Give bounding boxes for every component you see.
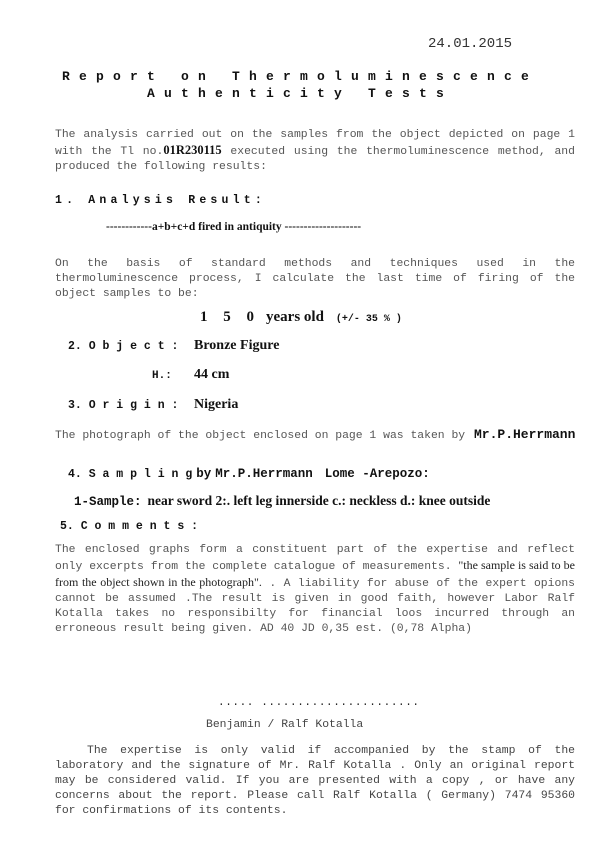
report-date: 24.01.2015 bbox=[428, 36, 513, 52]
samples-label: 1-Sample: bbox=[74, 495, 142, 509]
samples-list: near sword 2:. left leg innerside c.: neckless d.: knee outside bbox=[147, 493, 491, 508]
age-tolerance: (+/- 35 % ) bbox=[335, 314, 402, 325]
analysis-result-line: ------------a+b+c+d fired in antiquity -------------------- bbox=[106, 221, 362, 233]
comments-paragraph bbox=[55, 543, 575, 637]
intro-text-before: The analysis carried out on the samples from the object depicted on page 1 with the Tl no. bbox=[55, 129, 575, 158]
origin-value: Nigeria bbox=[194, 397, 239, 412]
analysis-heading: 1. Analysis Result: bbox=[55, 194, 266, 207]
comments-text-2: . A liability for abuse of the expert opions cannot be assumed .The result is given in good faith, however Labor Ralf Kotalla takes no responsibilty for financial loos incurred through an erroneous result being given. AD 40 JD 0,35 est. (0,78 Alpha) bbox=[55, 578, 575, 635]
height-label: H.: bbox=[152, 370, 172, 382]
intro-paragraph bbox=[55, 128, 575, 175]
object-label: 2. O b j e c t : bbox=[68, 340, 179, 353]
intro-text-after: executed using the thermoluminescence method, and produced the following results: bbox=[55, 146, 575, 173]
tl-number: 01R230115 bbox=[163, 143, 222, 157]
sampling-line bbox=[68, 464, 430, 482]
photo-text: The photograph of the object enclosed on page 1 was taken by bbox=[55, 430, 466, 442]
footer-paragraph: The expertise is only valid if accompanied by the stamp of the laboratory and the signature of Mr. Ralf Kotalla . Only an original report may be considered valid. If you are presented with a copy , or have any concerns about the report. Please call Ralf Kotalla ( Germany) 7474 95360 for confirmations of its contents. bbox=[55, 745, 575, 817]
photographer-name: Mr.P.Herrmann bbox=[473, 427, 576, 442]
signature-name: Benjamin / Ralf Kotalla bbox=[206, 719, 364, 731]
sampling-by: by bbox=[196, 467, 212, 481]
signature-line: ..... ...................... bbox=[218, 697, 420, 709]
sampling-label: 4. S a m p l i n g bbox=[68, 468, 193, 481]
report-title-line-2: Authenticity Tests bbox=[146, 86, 454, 101]
comments-text-1: The enclosed graphs form a constituent part of the expertise and reflect only excerpts from the complete catalogue of measurements. bbox=[55, 544, 575, 573]
sampling-location: Lome -Arepozo: bbox=[324, 467, 430, 481]
samples-line bbox=[74, 492, 490, 510]
photo-statement bbox=[55, 427, 575, 442]
object-value: Bronze Figure bbox=[194, 338, 280, 353]
comments-quote: "the sample is said to be from the object shown in the photograph". bbox=[55, 558, 576, 589]
height-value: 44 cm bbox=[194, 367, 230, 382]
sampling-person: Mr.P.Herrmann bbox=[215, 467, 313, 481]
basis-paragraph: On the basis of standard methods and techniques used in the thermoluminescence process, I calculate the last time of firing of the object samples to be: bbox=[55, 258, 575, 300]
age-value: 1 5 0 bbox=[200, 309, 260, 325]
age-unit: years old bbox=[266, 309, 324, 325]
origin-label: 3. O r i g i n : bbox=[68, 399, 179, 412]
age-result bbox=[200, 308, 402, 326]
report-title-line-1: Report on Thermoluminescence bbox=[61, 69, 539, 84]
comments-heading: 5. C o m m e n t s : bbox=[60, 520, 199, 533]
